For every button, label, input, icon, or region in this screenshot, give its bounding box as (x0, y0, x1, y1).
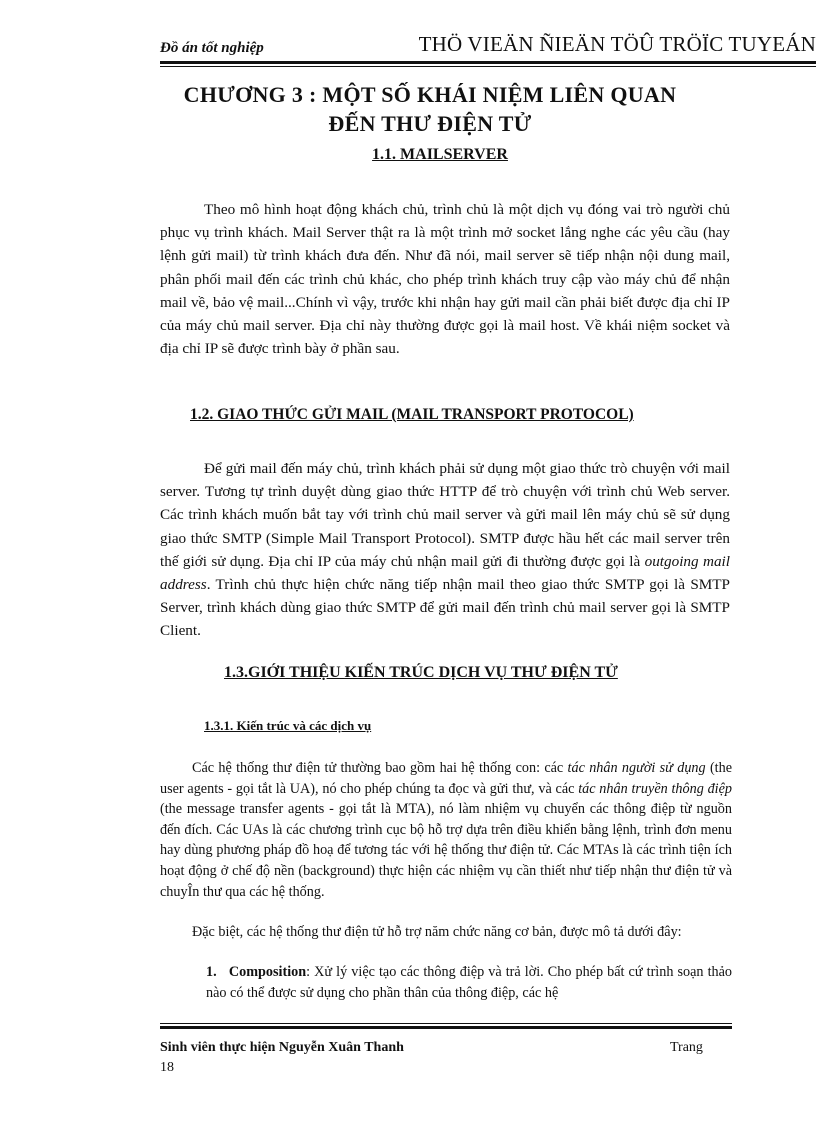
subsection-1-3-1-heading: 1.3.1. Kiến trúc và các dịch vụ (204, 718, 372, 733)
chapter-title-line2: ĐẾN THƯ ĐIỆN TỬ (328, 111, 532, 136)
list-item-composition (206, 962, 732, 1003)
footer-author: Sinh viên thực hiện Nguyễn Xuân Thanh (160, 1040, 404, 1055)
outgoing-mail-address-term: outgoing mail address (160, 552, 730, 594)
section-1-2-paragraph (160, 457, 730, 643)
section-1-3-heading: 1.3.GIỚI THIỆU KIẾN TRÚC DỊCH VỤ THƯ ĐIỆN TỬ (224, 664, 618, 681)
p1-text-b: (the user agents - gọi tắt là UA), nó cho phép chúng ta đọc và gửi thư, và các (160, 760, 733, 797)
p1-text-a: Các hệ thống thư điện tử thường bao gồm hai hệ thống con: các (192, 760, 568, 776)
footer-page-label: Trang (670, 1040, 703, 1055)
list-item-text: : Xử lý việc tạo các thông điệp và trả lời. Cho phép bất cứ trình soạn thảo nào có thể được sử dụng cho phần thân của thông điệp, các hệ (206, 964, 733, 1001)
document-header-title: Đồ án tốt nghiệp (160, 40, 264, 56)
chapter-title-line1: CHƯƠNG 3 : MỘT SỐ KHÁI NIỆM LIÊN QUAN (183, 82, 677, 107)
section-1-2-text-b: . Trình chủ thực hiện chức năng tiếp nhận mail theo giao thức SMTP gọi là SMTP Server, trình khách dùng giao thức SMTP để gửi mail đến trình chủ mail server gọi là SMTP Client. (160, 576, 730, 640)
list-item-number: 1. (206, 964, 217, 980)
section-1-3-paragraph-1 (160, 758, 732, 902)
library-watermark-header: THÖ VIEÄN ÑIEÄN TÖÛ TRÖÏC TUYEÁN (418, 32, 816, 56)
section-1-1-heading: 1.1. MAILSERVER (372, 146, 508, 163)
header-rule-thick (160, 61, 816, 64)
section-1-1-paragraph: Theo mô hình hoạt động khách chủ, trình chủ là một dịch vụ đóng vai trò người chủ phục vụ trình khách. Mail Server thật ra là một trình mở socket lắng nghe các yêu cầu (hay lệnh gửi mail) từ trình khách đưa đến. Như đã nói, mail server sẽ tiếp nhận nội dung mail, phân phối mail đến các trình chủ khác, cho phép trình khách truy cập vào máy chủ để nhận mail về, bảo vệ mail...Chính vì vậy, trước khi nhận hay gửi mail cần phải biết được địa chỉ IP của máy chủ mail server. Địa chỉ này thường được gọi là mail host. Về khái niệm socket và địa chỉ IP sẽ được trình bày ở phần sau. (160, 201, 730, 358)
footer-page-number: 18 (160, 1060, 174, 1075)
list-item-label: Composition (228, 964, 307, 980)
user-agents-term: tác nhân người sử dụng (567, 760, 706, 776)
header-rule-thin (160, 66, 816, 67)
message-transfer-agents-term: tác nhân truyền thông điệp (578, 780, 733, 797)
footer-rule-thick (160, 1026, 732, 1029)
section-1-3-paragraph-2: Đặc biệt, các hệ thống thư điện tử hỗ trợ năm chức năng cơ bản, được mô tả dưới đây: (192, 924, 682, 940)
chapter-title (150, 80, 710, 138)
section-1-2-text-a: Để gửi mail đến máy chủ, trình khách phải sử dụng một giao thức trò chuyện với mail server. Tương tự trình duyệt dùng giao thức HTTP để trò chuyện với trình chủ Web server. Các trình khách muốn bắt tay với trình chủ mail server và gửi mail lên máy chủ sẽ sử dụng giao thức SMTP (Simple Mail Transport Protocol). SMTP được hầu hết các mail server trên thế giới sử dụng. Địa chỉ IP của máy chủ nhận mail gửi đi thường được gọi là (160, 460, 730, 570)
footer-rule-thin (160, 1023, 732, 1024)
section-1-2-heading: 1.2. GIAO THỨC GỬI MAIL (MAIL TRANSPORT PROTOCOL) (190, 406, 634, 423)
p1-text-c: (the message transfer agents - gọi tắt là MTA), nó làm nhiệm vụ chuyển các thông điệp từ nguồn đến đích. Các UAs là các chương trình cục bộ hỗ trợ dựa trên điều khiển bằng lệnh, trình đơn menu hay dùng phương pháp đồ hoạ để tương tác với hệ thống thư điện tử. Các MTAs là các trình tiện ích hoạt động ở chế độ nền (background) thực hiện các nhiệm vụ cần thiết như tiếp nhận thư điện tử và chuyÎn thư qua các hệ thống. (160, 801, 732, 900)
